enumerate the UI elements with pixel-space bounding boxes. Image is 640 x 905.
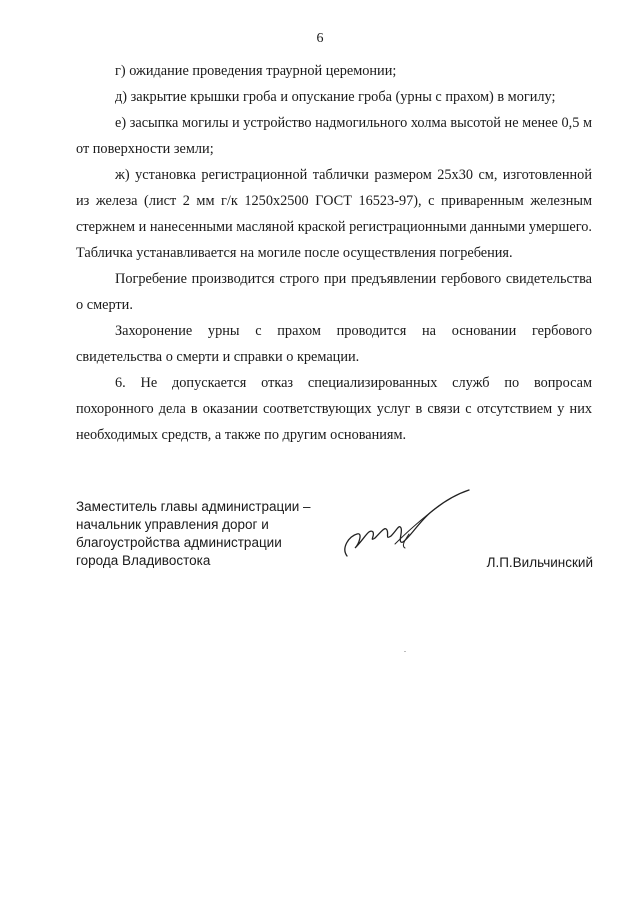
paragraph-item-d: д) закрытие крышки гроба и опускание гроба (урны с прахом) в могилу; (115, 89, 556, 105)
scan-speck (404, 651, 406, 652)
document-body (76, 58, 592, 448)
signatory-title (76, 498, 336, 570)
signatory-title-line: начальник управления дорог и (76, 517, 269, 532)
signatory-name: Л.П.Вильчинский (486, 555, 593, 570)
paragraph-burial-requirement: Погребение производится строго при предъявлении гербового свидетельства о смерти. (76, 271, 592, 313)
signatory-title-line: благоустройства администрации (76, 535, 282, 550)
paragraph-item-zh: ж) установка регистрационной таблички размером 25х30 см, изготовленной из железа (лист 2 мм г/к 1250х2500 ГОСТ 16523-97), с приваренным железным стержнем и нанесенными масляной краской регистрационными данными умершего. Табличка устанавливается на могиле после осуществления погребения. (76, 167, 592, 261)
handwritten-signature (335, 482, 475, 572)
signatory-title-line: Заместитель главы администрации – (76, 499, 311, 514)
paragraph-urn-burial: Захоронение урны с прахом проводится на основании гербового свидетельства о смерти и справки о кремации. (76, 323, 592, 365)
paragraph-clause-6: 6. Не допускается отказ специализированных служб по вопросам похоронного дела в оказании соответствующих услуг в связи с отсутствием у них необходимых средств, а также по другим основаниям. (76, 375, 592, 443)
paragraph-item-g: г) ожидание проведения траурной церемонии; (115, 63, 397, 79)
page-number: 6 (316, 31, 324, 46)
signatory-title-line: города Владивостока (76, 553, 211, 568)
paragraph-item-e: е) засыпка могилы и устройство надмогильного холма высотой не менее 0,5 м от поверхности земли; (76, 115, 592, 157)
